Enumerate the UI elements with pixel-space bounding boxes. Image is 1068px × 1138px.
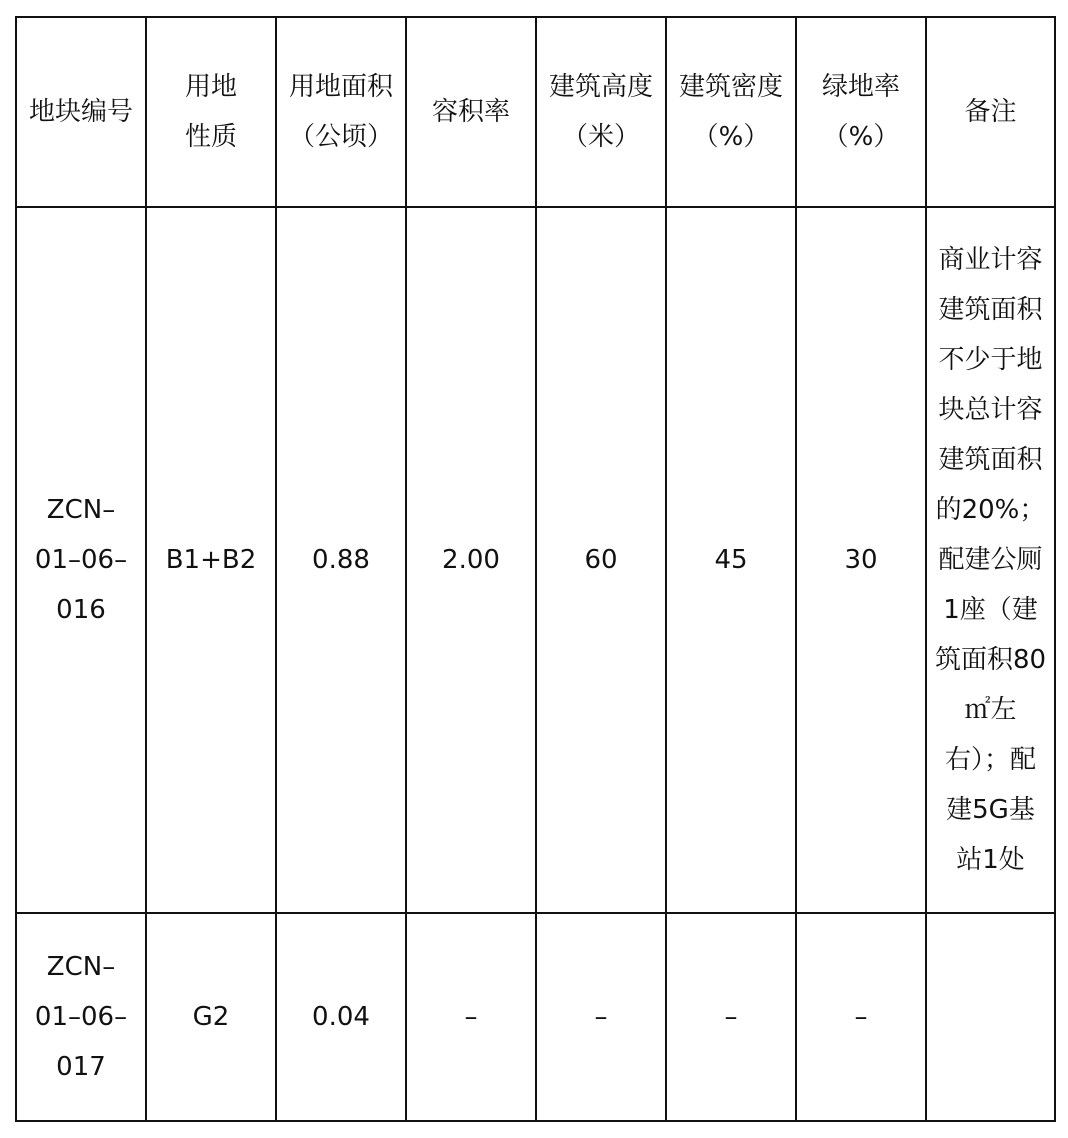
- cell-density: –: [666, 913, 796, 1121]
- header-cell-height: 建筑高度 （米）: [536, 17, 666, 207]
- header-cell-area: 用地面积 （公顷）: [276, 17, 406, 207]
- table-row: [16, 913, 1055, 1121]
- header-cell-far: 容积率: [406, 17, 536, 207]
- header-cell-land-use: 用地 性质: [146, 17, 276, 207]
- cell-green-ratio: 30: [796, 207, 926, 913]
- header-cell-remarks: 备注: [926, 17, 1055, 207]
- cell-land-use: G2: [146, 913, 276, 1121]
- cell-remarks: 商业计容 建筑面积 不少于地 块总计容 建筑面积 的20%； 配建公厕 1座（建 筑面积80 ㎡左 右）；配 建5G基 站1处: [926, 207, 1055, 913]
- header-cell-green-ratio: 绿地率 （%）: [796, 17, 926, 207]
- cell-area: 0.88: [276, 207, 406, 913]
- land-plot-table: [15, 16, 1056, 1122]
- cell-far: 2.00: [406, 207, 536, 913]
- cell-plot-id: ZCN– 01–06– 017: [16, 913, 146, 1121]
- table-row: [16, 207, 1055, 913]
- header-cell-plot-id: 地块编号: [16, 17, 146, 207]
- cell-area: 0.04: [276, 913, 406, 1121]
- cell-density: 45: [666, 207, 796, 913]
- cell-green-ratio: –: [796, 913, 926, 1121]
- cell-height: –: [536, 913, 666, 1121]
- cell-land-use: B1+B2: [146, 207, 276, 913]
- cell-far: –: [406, 913, 536, 1121]
- cell-height: 60: [536, 207, 666, 913]
- cell-plot-id: ZCN– 01–06– 016: [16, 207, 146, 913]
- header-cell-density: 建筑密度 （%）: [666, 17, 796, 207]
- cell-remarks: [926, 913, 1055, 1121]
- header-row: [16, 17, 1055, 207]
